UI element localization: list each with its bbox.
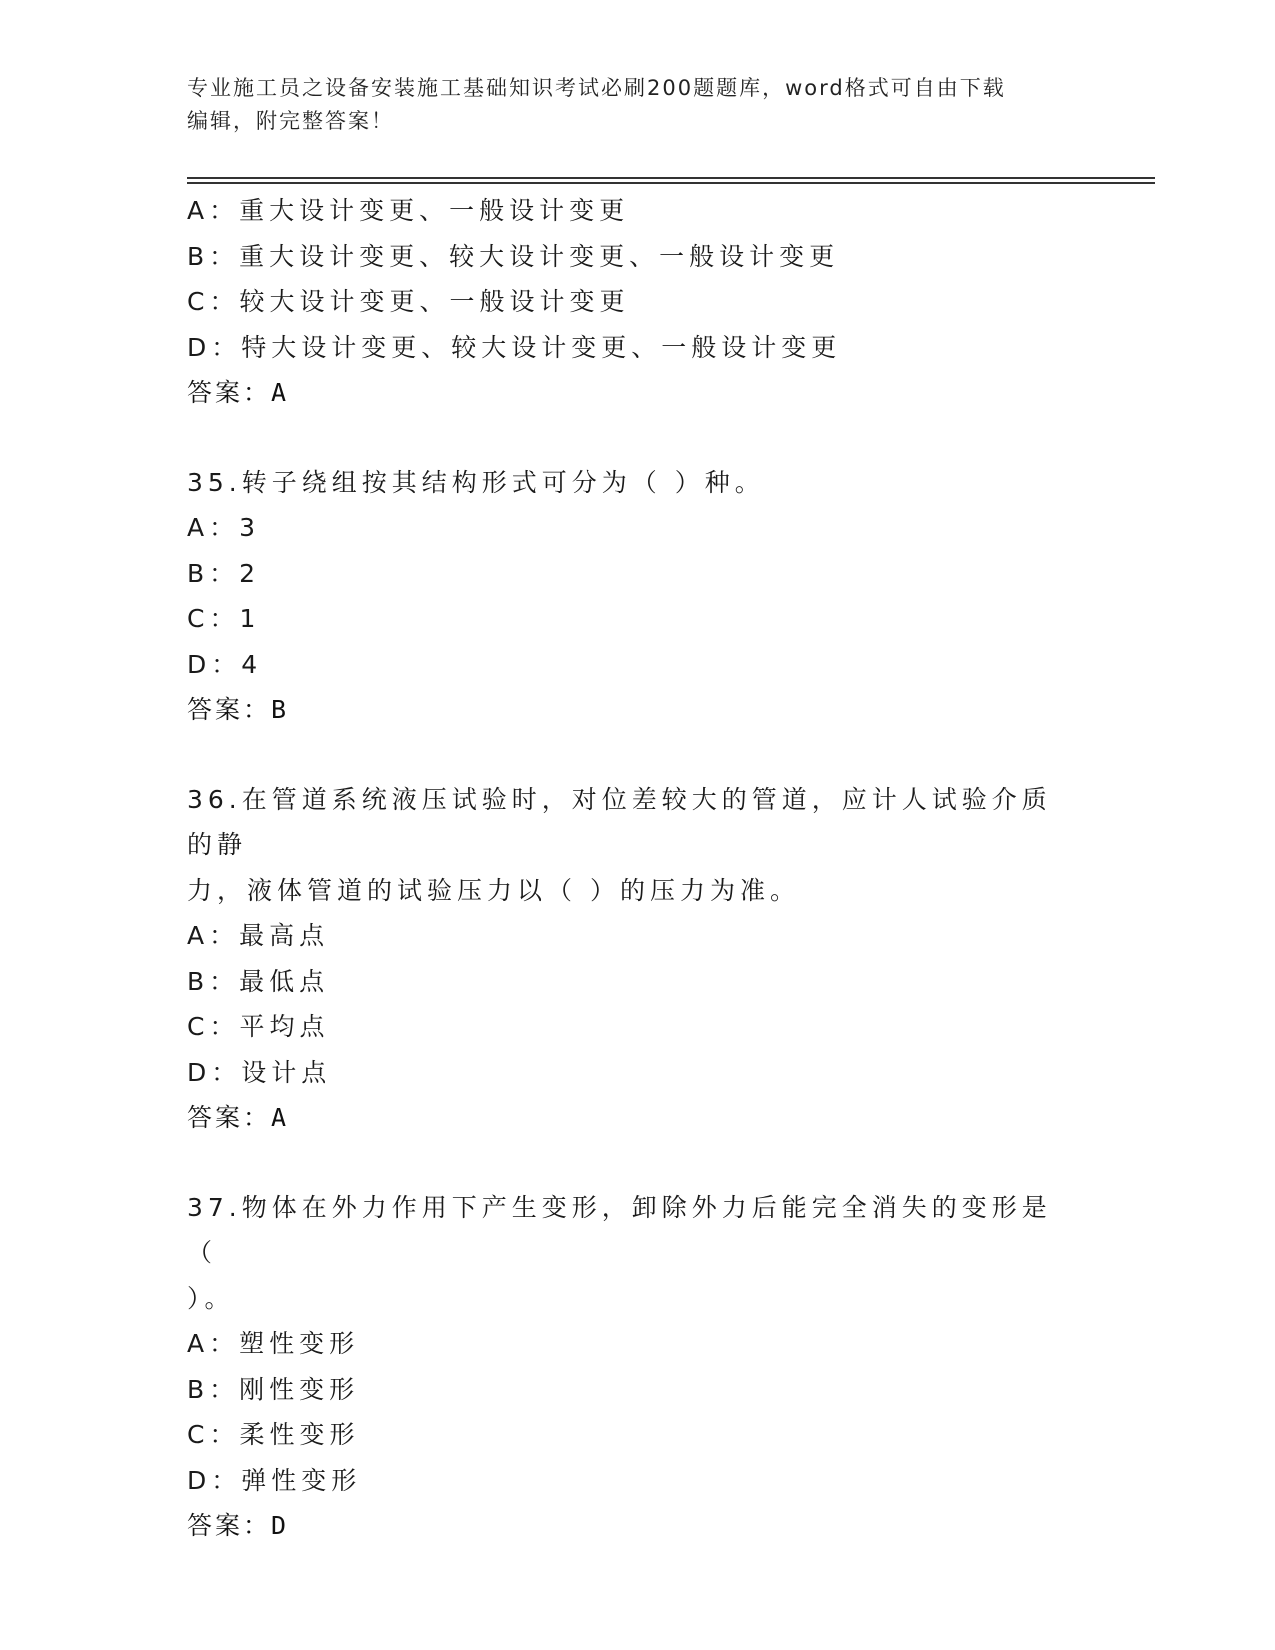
option-b: B：最低点 [187, 966, 330, 996]
question-list [187, 188, 1087, 1549]
answer-line [187, 370, 1087, 416]
answer-value: A [271, 378, 290, 407]
option-a: A：重大设计变更、一般设计变更 [187, 196, 630, 225]
header-line-1: 专业施工员之设备安装施工基础知识考试必刷200题题库，word格式可自由下载 [187, 76, 1006, 100]
answer-line [187, 1095, 1087, 1141]
answer-value: A [271, 1103, 290, 1132]
answer-label: 答案： [187, 1511, 272, 1540]
answer-line [187, 1503, 1087, 1549]
header-divider-top [187, 177, 1155, 179]
question-text-line-2: ）。 [187, 1283, 235, 1313]
option-c: C：柔性变形 [187, 1420, 360, 1449]
question-36 [187, 777, 1087, 1141]
question-text-line-2: 力，液体管道的试验压力以（ ）的压力为准。 [187, 875, 800, 905]
question-34 [187, 188, 1087, 416]
option-c: C：平均点 [187, 1012, 330, 1041]
option-d: D：4 [187, 649, 263, 679]
answer-value: B [271, 695, 290, 724]
header-line-2: 编辑，附完整答案！ [187, 109, 394, 133]
option-c: C：1 [187, 604, 261, 633]
answer-label: 答案： [187, 378, 272, 407]
option-c: C：较大设计变更、一般设计变更 [187, 287, 630, 316]
option-d: D：弹性变形 [187, 1465, 362, 1495]
question-35 [187, 460, 1087, 733]
option-b: B：刚性变形 [187, 1374, 360, 1404]
header-divider-bottom [187, 182, 1155, 184]
option-b: B：2 [187, 558, 261, 588]
question-37 [187, 1185, 1087, 1549]
question-text-line-1: 36.在管道系统液压试验时，对位差较大的管道，应计人试验介质的静 [187, 784, 1052, 859]
option-d: D：设计点 [187, 1057, 332, 1087]
option-d: D：特大设计变更、较大设计变更、一般设计变更 [187, 332, 842, 362]
answer-line [187, 687, 1087, 733]
question-text-line-1: 37.物体在外力作用下产生变形，卸除外力后能完全消失的变形是（ [187, 1192, 1052, 1267]
answer-label: 答案： [187, 1103, 272, 1132]
option-a: A：3 [187, 513, 261, 542]
option-a: A：最高点 [187, 921, 330, 950]
question-text: 35.转子绕组按其结构形式可分为（ ）种。 [187, 467, 765, 497]
document-header [187, 72, 1087, 138]
answer-value: D [271, 1511, 290, 1540]
answer-label: 答案： [187, 695, 272, 724]
option-b: B：重大设计变更、较大设计变更、一般设计变更 [187, 241, 840, 271]
option-a: A：塑性变形 [187, 1329, 360, 1358]
